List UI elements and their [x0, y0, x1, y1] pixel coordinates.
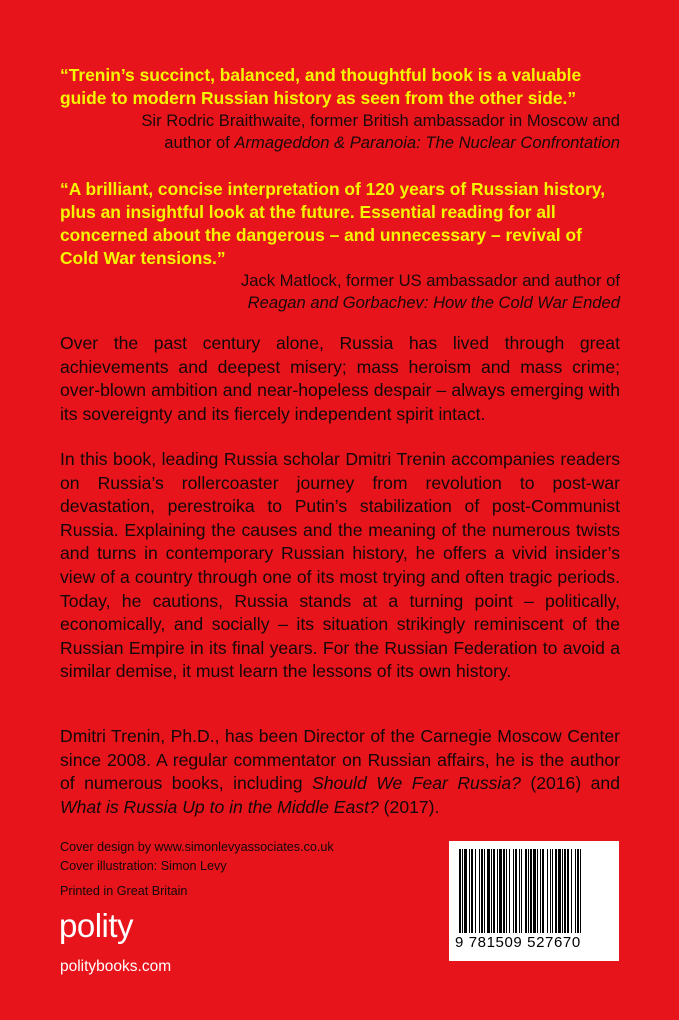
barcode-bar: [580, 849, 581, 933]
quote-text: “A brilliant, concise interpretation of 120 years of Russian history, plus an insightful look at the future. Essential reading for all concerned about the dangerous – and unnecessary – revival of Cold War tensions.”: [60, 179, 606, 268]
barcode-bar: [571, 849, 572, 933]
barcode-bar: [550, 849, 551, 933]
barcode-bar: [547, 849, 548, 933]
barcode-bar: [513, 849, 514, 933]
barcode-bar: [555, 849, 557, 933]
book-title: What is Russia Up to in the Middle East?: [60, 796, 379, 817]
barcode-bar: [533, 849, 536, 933]
barcode-bar: [540, 849, 541, 933]
barcode-bar: [469, 849, 470, 933]
endorsement-quote-1: [60, 64, 620, 154]
barcode-bar: [575, 849, 576, 933]
barcode-bar: [558, 849, 561, 933]
barcode-bar: [499, 849, 502, 933]
cited-book-title: Armageddon & Paranoia: The Nuclear Confrontation: [234, 133, 620, 152]
barcode-bar: [491, 849, 492, 933]
barcode-bar: [479, 849, 480, 933]
barcode-bar: [503, 849, 505, 933]
cover-illustration-credit: Cover illustration: Simon Levy: [60, 859, 227, 873]
barcode-bar: [528, 849, 529, 933]
barcode-bar: [542, 849, 544, 933]
barcode-bar: [519, 849, 520, 933]
barcode-bar: [487, 849, 490, 933]
barcode-bar: [484, 849, 485, 933]
isbn-number: 9 781509 527670: [455, 934, 581, 951]
barcode-bar: [509, 849, 510, 933]
publisher-website: politybooks.com: [60, 958, 172, 975]
quote-text: “Trenin’s succinct, balanced, and thoughtful book is a valuable guide to modern Russian history as seen from the other side.”: [60, 65, 582, 108]
quote-attribution: Jack Matlock, former US ambassador and author of Reagan and Gorbachev: How the Cold War Ended: [240, 271, 620, 312]
barcode-bar: [475, 849, 476, 933]
barcode-bar: [525, 849, 527, 933]
blurb-paragraph-1: Over the past century alone, Russia has lived through great achievements and deepest misery; mass heroism and mass crime; over-blown ambition and near-hopeless despair – always emerging with its sovereignty and its fiercely independent spirit intact.: [60, 333, 620, 424]
barcode-bar: [464, 849, 467, 933]
barcode-bar: [567, 849, 569, 933]
barcode-bar: [564, 849, 566, 933]
barcode-bar: [471, 849, 473, 933]
blurb-paragraph-2: In this book, leading Russia scholar Dmitri Trenin accompanies readers on Russia’s rollercoaster journey from revolution to post-war devastation, perestroika to Putin’s stabilization of post-Communist Russia. Explaining the causes and the meaning of the numerous twists and turns in contemporary Russian history, he offers a vivid insider’s view of a country through one of its most trying and often tragic periods. Today, he cautions, Russia stands at a turning point – politically, economically, and socially – its situation strikingly reminiscent of the Russian Empire in its final years. For the Russian Federation to avoid a similar demise, it must learn the lessons of its own history.: [60, 449, 620, 682]
barcode-bar: [459, 849, 461, 933]
publisher-logo: polity: [59, 907, 134, 944]
author-bio-paragraph: Dmitri Trenin, Ph.D., has been Director of the Carnegie Moscow Center since 2008. A regular commentator on Russian affairs, he is the author of numerous books, including Should We Fear Russia? (2016) and What is Russia Up to in the Middle East? (2017).: [60, 726, 620, 817]
barcode-bar: [493, 849, 495, 933]
barcode-bar: [577, 849, 579, 933]
barcode-bar: [537, 849, 538, 933]
barcode-bar: [481, 849, 483, 933]
barcode-bars: [458, 849, 610, 933]
cover-credits: [60, 838, 420, 901]
printed-in: Printed in Great Britain: [60, 884, 188, 898]
barcode-bar: [506, 849, 507, 933]
cited-book-title: Reagan and Gorbachev: How the Cold War Ended: [247, 293, 620, 312]
barcode-bar: [462, 849, 463, 933]
endorsement-quote-2: [60, 178, 620, 314]
isbn-barcode: [449, 841, 619, 961]
barcode-bar: [497, 849, 498, 933]
quote-attribution: Sir Rodric Braithwaite, former British ambassador in Moscow and author of Armageddon & Paranoia: The Nuclear Confrontation: [141, 111, 620, 152]
book-title: Should We Fear Russia?: [311, 773, 521, 794]
barcode-bar: [515, 849, 517, 933]
barcode-bar: [521, 849, 522, 933]
cover-design-credit: Cover design by www.simonlevyassociates.co.uk: [60, 840, 334, 854]
barcode-bar: [530, 849, 532, 933]
barcode-bar: [562, 849, 563, 933]
barcode-bar: [552, 849, 553, 933]
